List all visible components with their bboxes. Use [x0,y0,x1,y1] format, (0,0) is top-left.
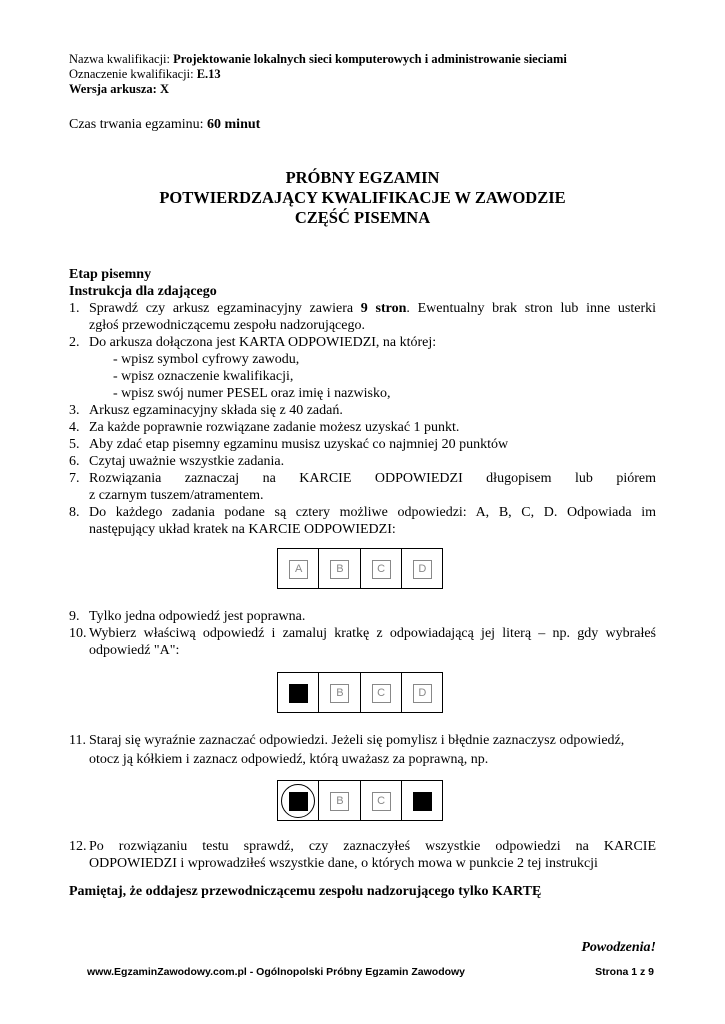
qualification-code [69,67,221,82]
qualification-name-label: Nazwa kwalifikacji: [69,52,170,66]
item-text: Czytaj uważnie wszystkie zadania. [89,454,285,469]
answer-cell-d [402,549,442,588]
qualification-code-label: Oznaczenie kwalifikacji: [69,67,194,81]
answer-cell-d [402,781,442,820]
item-text-line-2: zgłoś przewodniczącemu zespołu nadzorującego. [89,318,365,333]
item-text: Staraj się wyraźnie zaznaczać odpowiedzi. Jeżeli się pomylisz i błędnie zaznaczysz odpowiedź, [89,733,625,748]
item-number: 12. [69,839,87,854]
item-text: Arkusz egzaminacyjny składa się z 40 zadań. [89,403,343,418]
reminder-text: Pamiętaj, że oddajesz przewodniczącemu zespołu nadzorującego tylko KARTĘ [69,884,542,899]
item-number: 11. [69,733,86,748]
answer-box-c: C [372,684,391,703]
closing-text: Powodzenia! [581,940,656,955]
answer-box-b: B [330,684,349,703]
title-line-2: POTWIERDZAJĄCY KWALIFIKACJE W ZAWODZIE [159,188,566,207]
answer-cell-a [278,673,319,712]
answer-grid-example-corrected [277,780,443,821]
qualification-code-value: E.13 [196,67,221,81]
qualification-name [69,52,567,67]
item-number: 9. [69,609,80,624]
item-text [89,300,656,317]
item-text: Po rozwiązaniu testu sprawdź, czy zaznaczyłeś wszystkie odpowiedzi na KARCIE [89,839,656,854]
sheet-version-label: Wersja arkusza: [69,82,157,96]
answer-box-c: C [372,560,391,579]
item-text: Wybierz właściwą odpowiedź i zamaluj kratkę z odpowiadającą jej literą – np. gdy wybrałeś [89,626,656,641]
answer-cell-b [319,549,360,588]
item-number: 5. [69,437,80,452]
footer-page-number: Strona 1 z 9 [595,966,654,978]
item-number: 10. [69,626,87,641]
answer-box-d: D [413,684,432,703]
footer-source: www.EgzaminZawodowy.com.pl - Ogólnopolski Próbny Egzamin Zawodowy [87,966,466,978]
item-text: Rozwiązania zaznaczaj na KARCIE ODPOWIEDZI długopisem lub piórem [89,471,656,486]
item-number: 8. [69,505,80,520]
answer-cell-b [319,673,360,712]
item-text-line-2: ODPOWIEDZI i wprowadziłeś wszystkie dane, o których mowa w punkcie 2 tej instrukcji [89,856,598,871]
item-text: Za każde poprawnie rozwiązane zadanie możesz uzyskać 1 punkt. [89,420,460,435]
answer-cell-a [278,781,319,820]
section-instructions: Instrukcja dla zdającego [69,284,217,299]
item-text-part: Sprawdź czy arkusz egzaminacyjny zawiera [89,301,354,316]
item-number: 1. [69,301,80,316]
item-text: Aby zdać etap pisemny egzaminu musisz uzyskać co najmniej 20 punktów [89,437,509,452]
qualification-name-value: Projektowanie lokalnych sieci komputerowych i administrowanie sieciami [173,52,567,66]
answer-box-b: B [330,792,349,811]
answer-grid-example-filled [277,672,443,713]
answer-cell-c [361,781,402,820]
section-stage: Etap pisemny [69,267,152,282]
title-line-1: PRÓBNY EGZAMIN [285,168,440,187]
answer-box-c: C [372,792,391,811]
item-number: 7. [69,471,80,486]
answer-cell-c [361,673,402,712]
answer-box-a-filled: A [289,792,308,811]
answer-cell-d [402,673,442,712]
sheet-version [69,82,169,97]
item-number: 4. [69,420,80,435]
page-count: 9 stron [360,301,407,316]
item-text-part: . Ewentualny brak stron lub inne usterki [406,301,657,316]
sub-item: - wpisz swój numer PESEL oraz imię i nazwisko, [113,386,391,401]
item-text-line-2: otocz ją kółkiem i zaznacz odpowiedź, którą uważasz za poprawną, np. [89,752,489,767]
answer-box-d: D [413,560,432,579]
answer-box-b: B [330,560,349,579]
item-text-line-2: z czarnym tuszem/atramentem. [89,488,264,503]
item-text-line-2: następujący układ kratek na KARCIE ODPOWIEDZI: [89,522,396,537]
item-number: 2. [69,335,80,350]
title-line-3: CZĘŚĆ PISEMNA [294,208,431,227]
answer-box-a-filled: A [289,684,308,703]
item-text: Tylko jedna odpowiedź jest poprawna. [89,609,306,624]
answer-grid-example-empty [277,548,443,589]
sub-item: - wpisz oznaczenie kwalifikacji, [113,369,294,384]
item-text: Do arkusza dołączona jest KARTA ODPOWIEDZI, na której: [89,335,437,350]
answer-box-a: A [289,560,308,579]
sub-item: - wpisz symbol cyfrowy zawodu, [113,352,300,367]
answer-cell-b [319,781,360,820]
exam-duration-label: Czas trwania egzaminu: [69,117,204,132]
exam-duration [69,117,260,133]
exam-duration-value: 60 minut [207,117,261,132]
item-text-line-2: odpowiedź "A": [89,643,180,658]
answer-cell-a [278,549,319,588]
item-number: 3. [69,403,80,418]
item-text: Do każdego zadania podane są cztery możliwe odpowiedzi: A, B, C, D. Odpowiada im [89,505,656,520]
answer-box-d-filled: D [413,792,432,811]
sheet-version-value: X [159,82,169,96]
answer-cell-c [361,549,402,588]
item-number: 6. [69,454,80,469]
